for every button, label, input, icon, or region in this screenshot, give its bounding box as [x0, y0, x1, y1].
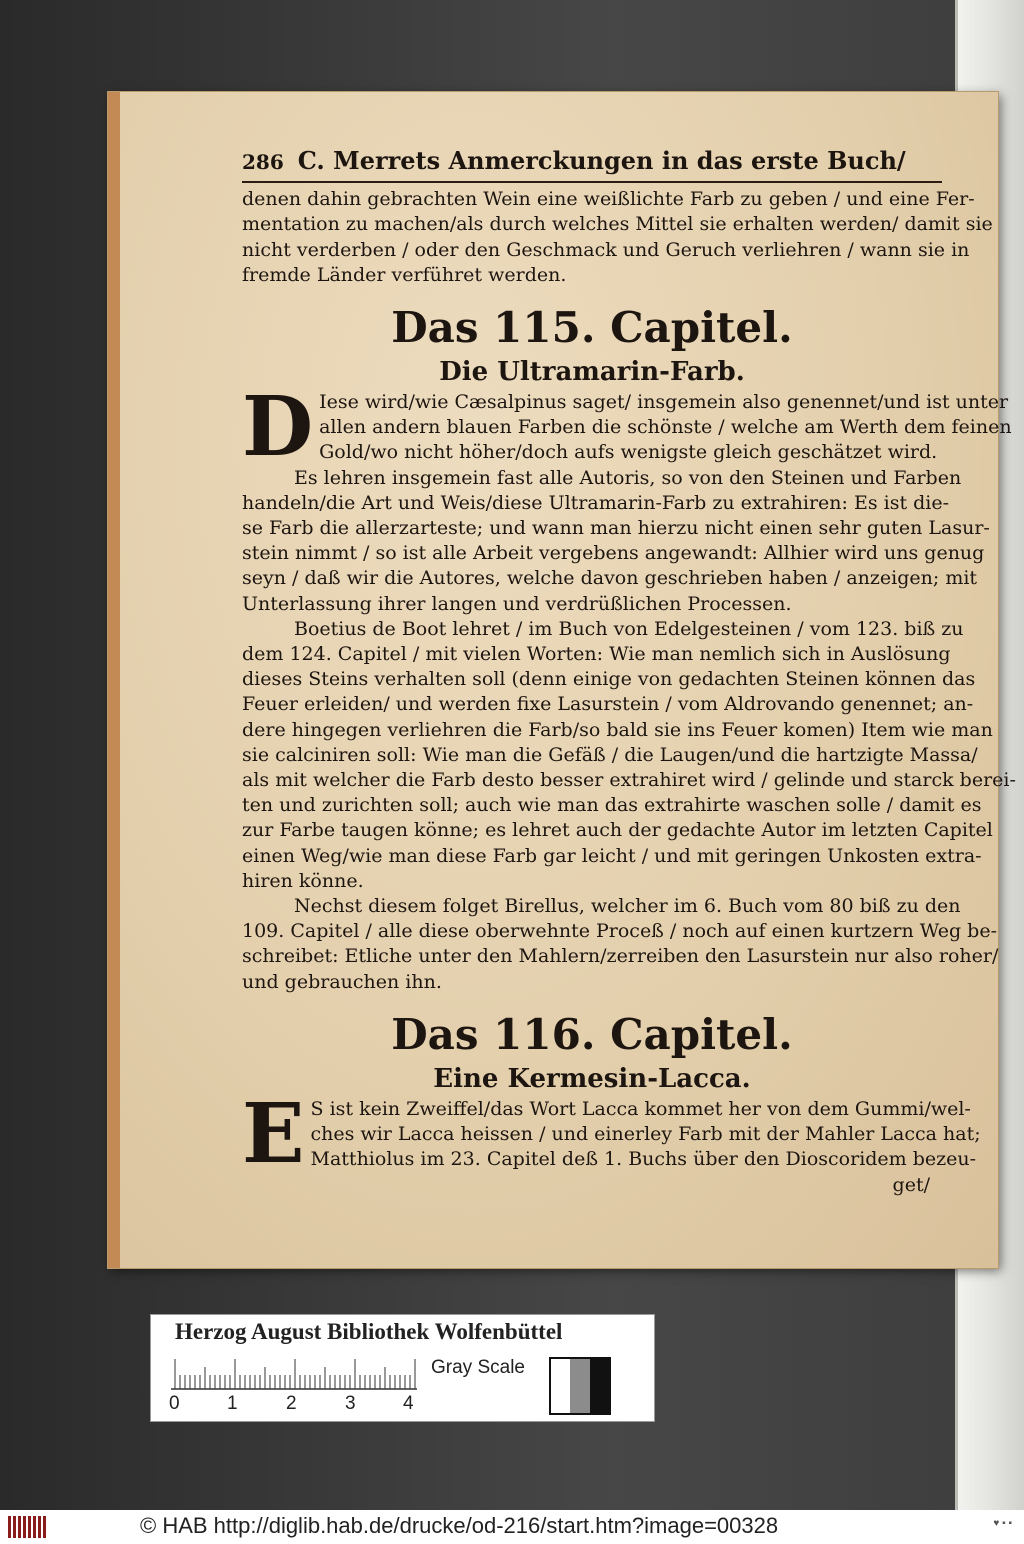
text-line: Feuer erleiden/ und werden fixe Lasurstein / vom Aldrovando genennet; an-: [242, 693, 974, 716]
gray-swatch-mid: [570, 1359, 589, 1413]
text-line: S ist kein Zweiffel/das Wort Lacca kommet her von dem Gummi/wel-: [310, 1097, 971, 1120]
ruler-scale: [171, 1355, 421, 1391]
text-line: 109. Capitel / alle diese oberwehnte Proceß / noch auf einen kurtzern Weg be-: [242, 920, 997, 943]
text-line: stein nimmt / so ist alle Arbeit vergebens angewandt: Allhier wird uns genug: [242, 542, 985, 565]
status-bar: [0, 1510, 1024, 1544]
text-line: und gebrauchen ihn.: [242, 970, 442, 993]
corner-mark: ♥ ▪ ▪: [993, 1518, 1012, 1529]
chapter-body: [242, 379, 1016, 995]
library-name: Herzog August Bibliothek Wolfenbüttel: [175, 1319, 563, 1344]
text-line: se Farb die allerzarteste; und wann man hierzu nicht einen sehr guten Lasur-: [242, 517, 990, 540]
running-head: [242, 148, 942, 183]
gray-swatch-white: [551, 1359, 570, 1413]
chapter-body: [242, 1085, 981, 1198]
text-line: denen dahin gebrachten Wein eine weißlichte Farb zu geben / und eine Fer-: [242, 188, 975, 211]
text-line: schreibet: Etliche unter den Mahlern/zerreiben den Lasurstein nur also roher/: [242, 945, 999, 968]
text-line: sie calciniren soll: Wie man die Gefäß / die Laugen/und die hartzigte Massa/: [242, 743, 978, 766]
text-line: handeln/die Art und Weis/diese Ultramarin-Farb zu extrahiren: Es ist die-: [242, 491, 950, 514]
copyright-url[interactable]: © HAB http://diglib.hab.de/drucke/od-216/start.htm?image=00328: [140, 1513, 779, 1538]
text-line: ten und zurichten soll; auch wie man das extrahirte waschen solle / damit es: [242, 794, 982, 817]
running-head-title: C. Merrets Anmerckungen in das erste Buch/: [297, 146, 906, 175]
text-line: als mit welcher die Farb desto besser extrahiret wird / gelinde und starck berei-: [242, 769, 1016, 792]
color-ruler-card: [150, 1314, 655, 1422]
gray-scale-label: Gray Scale: [431, 1357, 525, 1378]
intro-paragraph: [242, 187, 993, 288]
chapter-subheading: Eine Kermesin-Lacca.: [433, 1063, 751, 1094]
chapter-subheading: Die Ultramarin-Farb.: [439, 357, 745, 388]
ruler-ticks: [175, 1359, 415, 1389]
text-line: Boetius de Boot lehret / im Buch von Edelgesteinen / vom 123. biß zu: [294, 617, 964, 640]
ruler-number: 2: [286, 1393, 297, 1414]
text-line: einen Weg/wie man diese Farb gar leicht / und mit geringen Unkosten extra-: [242, 844, 982, 867]
ruler-number: 4: [403, 1393, 414, 1414]
text-line: fremde Länder verführet werden.: [242, 263, 567, 286]
drop-cap: D: [242, 379, 314, 476]
text-line: nicht verderben / oder den Geschmack und Geruch verliehren / wann sie in: [242, 238, 970, 261]
drop-cap: E: [242, 1085, 305, 1182]
text-line: mentation zu machen/als durch welches Mittel sie erhalten werden/ damit sie: [242, 213, 993, 236]
text-line: zur Farbe taugen könne; es lehret auch der gedachte Autor im letzten Capitel: [242, 819, 993, 842]
ruler-number: 3: [345, 1393, 356, 1414]
text-line: allen andern blauen Farben die schönste / welche am Werth dem feinen: [319, 416, 1012, 439]
text-line: seyn / daß wir die Autores, welche davon geschrieben haben / anzeigen; mit: [242, 567, 978, 590]
text-line: Gold/wo nicht höher/doch aufs wenigste gleich geschätzet wird.: [319, 441, 938, 464]
text-line: Matthiolus im 23. Capitel deß 1. Buchs über den Dioscoridem bezeu-: [310, 1148, 977, 1171]
gray-scale-swatches: [549, 1357, 611, 1415]
text-line: Es lehren insgemein fast alle Autoris, so von den Steinen und Farben: [294, 466, 962, 489]
gray-swatch-black: [590, 1359, 609, 1413]
chapter-heading: Das 115. Capitel.: [391, 303, 793, 353]
text-line: dem 124. Capitel / mit vielen Worten: Wie man nemlich sich in Auslösung: [242, 643, 951, 666]
ruler-number: 0: [169, 1393, 180, 1414]
hab-logo-icon: [8, 1516, 46, 1538]
text-line: ches wir Lacca heissen / und einerley Farb mit der Mahler Lacca hat;: [310, 1123, 981, 1146]
text-line: hiren könne.: [242, 869, 364, 892]
catchword: get/: [892, 1173, 930, 1196]
ruler-number: 1: [227, 1393, 238, 1414]
book-page: [108, 92, 1016, 1268]
page-number: 286: [242, 150, 284, 174]
text-line: dieses Steins verhalten soll (denn einige von gedachten Steinen können das: [242, 668, 976, 691]
page-text-block: [242, 146, 1016, 1198]
text-line: Nechst diesem folget Birellus, welcher im 6. Buch vom 80 biß zu den: [294, 895, 961, 918]
text-line: Iese wird/wie Cæsalpinus saget/ insgemein also genennet/und ist unter: [319, 391, 1009, 414]
text-line: Unterlassung ihrer langen und verdrüßlichen Processen.: [242, 592, 792, 615]
text-line: dere hingegen verliehren die Farb/so bald sie ins Feuer komen) Item wie man: [242, 718, 993, 741]
chapter-heading: Das 116. Capitel.: [391, 1009, 793, 1059]
